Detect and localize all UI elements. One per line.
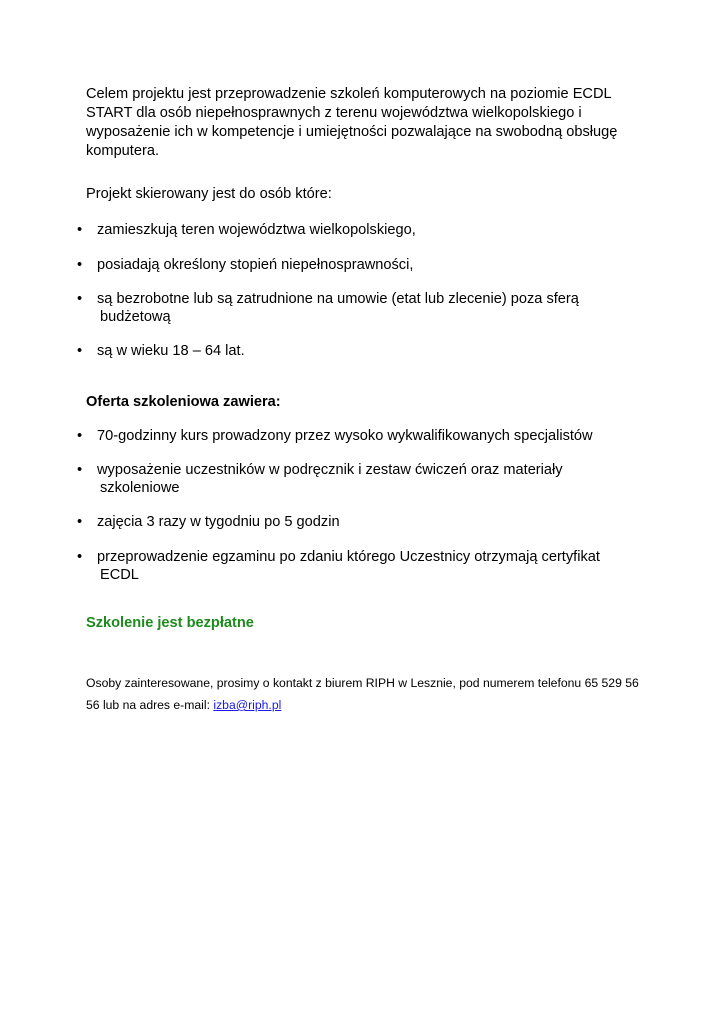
email-link[interactable]: izba@riph.pl	[213, 698, 282, 712]
intro-line-4: komputera.	[86, 143, 160, 159]
list-item-text: są w wieku 18 – 64 lat.	[97, 343, 245, 359]
contact-paragraph	[86, 672, 646, 716]
bullet-marker: •	[77, 549, 83, 565]
list-item-text: są bezrobotne lub są zatrudnione na umowie (etat lub zlecenie) poza sferą	[97, 291, 579, 307]
bullet-marker: •	[77, 257, 83, 273]
intro-line-2: START dla osób niepełnosprawnych z terenu województwa wielkopolskiego i	[86, 105, 582, 121]
offer-heading: Oferta szkoleniowa zawiera:	[86, 394, 281, 410]
list-item-text-continued: budżetową	[100, 309, 171, 325]
intro-paragraph	[86, 85, 646, 161]
list-item-text-continued: szkoleniowe	[100, 480, 180, 496]
bullet-marker: •	[77, 291, 83, 307]
list-item-text: 70-godzinny kurs prowadzony przez wysoko wykwalifikowanych specjalistów	[97, 428, 593, 444]
list-item-text: zajęcia 3 razy w tygodniu po 5 godzin	[97, 514, 340, 530]
list-item-text: posiadają określony stopień niepełnosprawności,	[97, 257, 414, 273]
contact-line-2-prefix: 56 lub na adres e-mail:	[86, 698, 214, 712]
intro-line-3: wyposażenie ich w kompetencje i umiejętności pozwalające na swobodną obsługę	[86, 124, 618, 140]
target-heading: Projekt skierowany jest do osób które:	[86, 186, 332, 202]
list-item-text: wyposażenie uczestników w podręcznik i zestaw ćwiczeń oraz materiały	[97, 462, 563, 478]
list-item-text: zamieszkują teren województwa wielkopolskiego,	[97, 222, 416, 238]
list-item-text: przeprowadzenie egzaminu po zdaniu którego Uczestnicy otrzymają certyfikat	[97, 549, 600, 565]
list-item-text-continued: ECDL	[100, 567, 139, 583]
bullet-marker: •	[77, 514, 83, 530]
bullet-marker: •	[77, 428, 83, 444]
contact-line-1: Osoby zainteresowane, prosimy o kontakt z biurem RIPH w Lesznie, pod numerem telefonu 65 529 56	[86, 676, 639, 690]
bullet-marker: •	[77, 222, 83, 238]
free-notice: Szkolenie jest bezpłatne	[86, 615, 254, 631]
intro-line-1: Celem projektu jest przeprowadzenie szkoleń komputerowych na poziomie ECDL	[86, 86, 612, 102]
bullet-marker: •	[77, 462, 83, 478]
bullet-marker: •	[77, 343, 83, 359]
